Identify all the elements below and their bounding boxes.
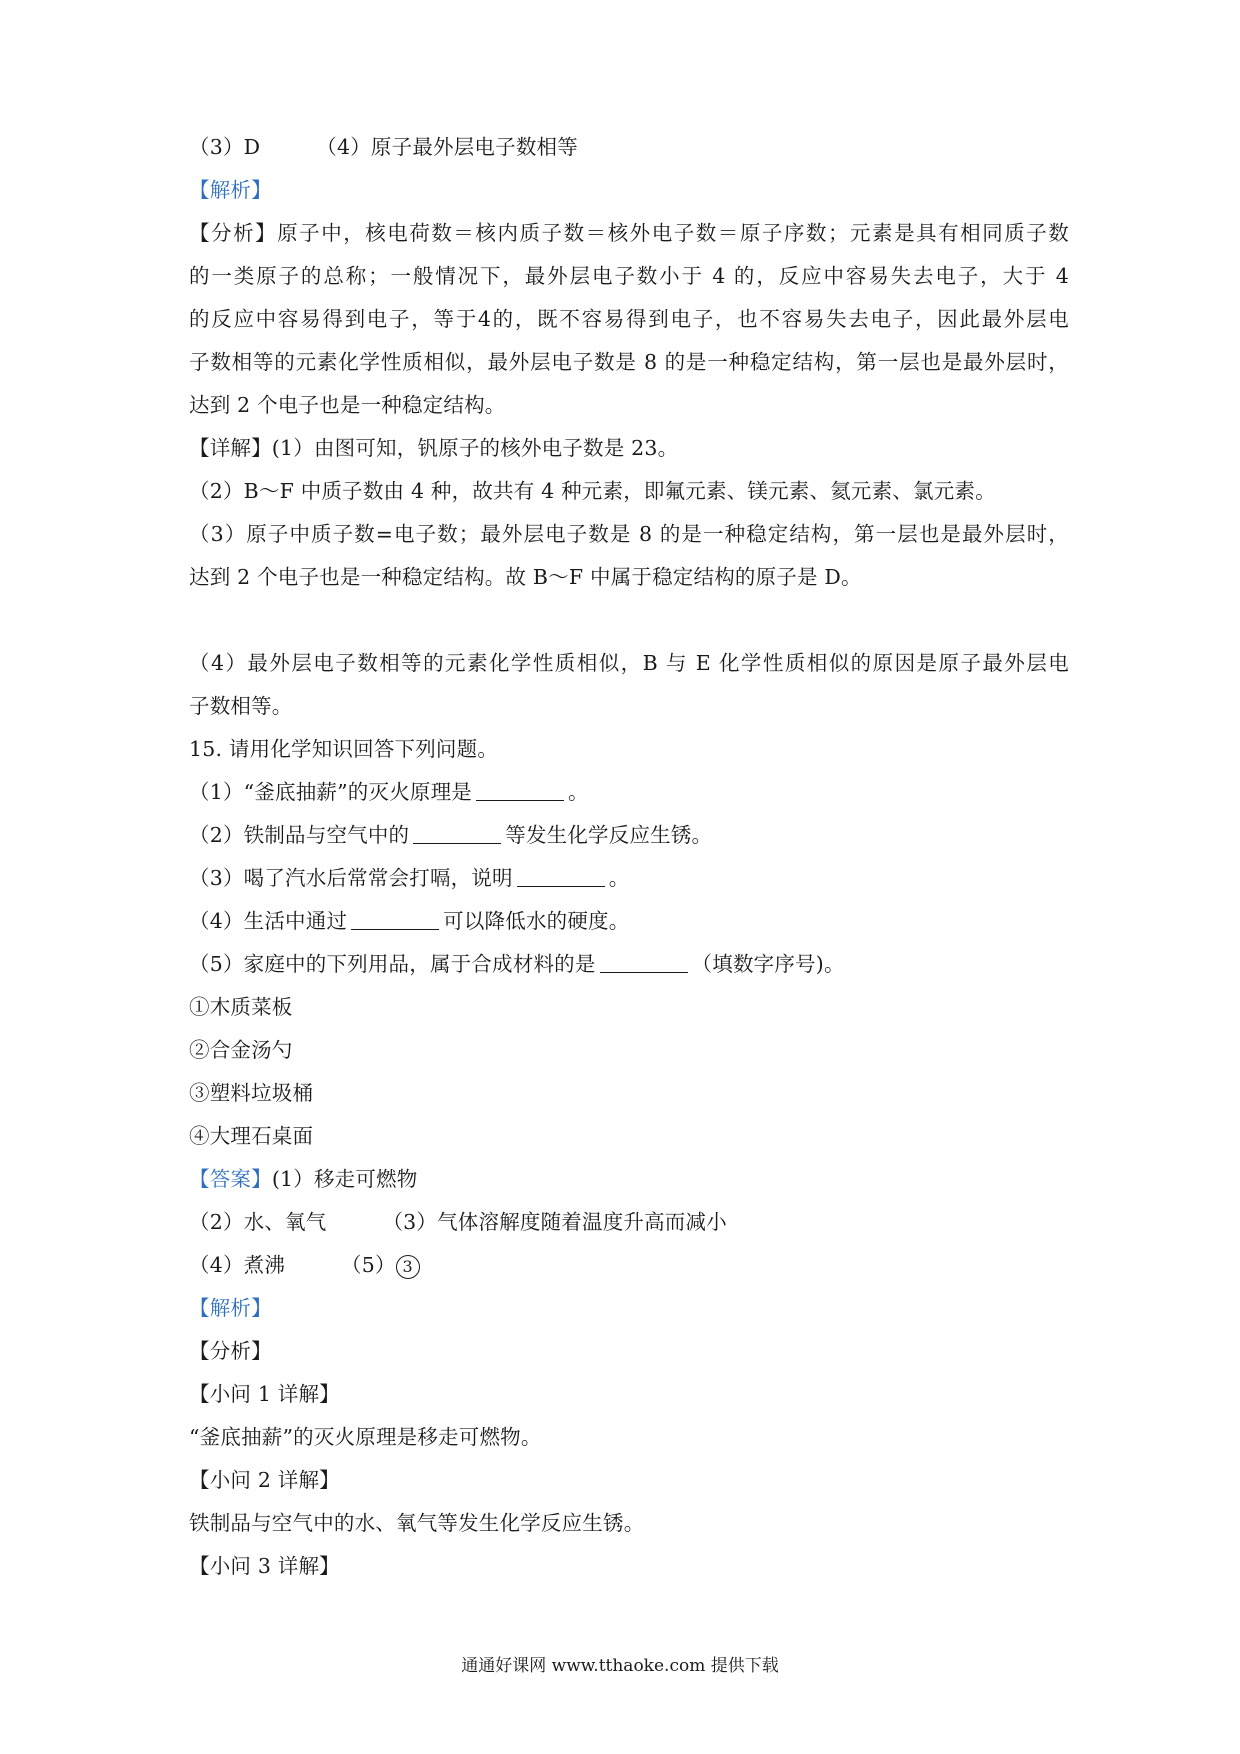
answer-line-2: （2）水、氧气 （3）气体溶解度随着温度升高而减小	[189, 1210, 727, 1234]
sub-question-1-heading: 【小问 1 详解】	[189, 1382, 340, 1406]
question-15-title: 15. 请用化学知识回答下列问题。	[189, 737, 499, 761]
answer-blank-2	[413, 823, 501, 844]
detail-4-line-1: （4）最外层电子数相等的元素化学性质相似，B 与 E 化学性质相似的原因是原子最外层电	[189, 651, 1069, 675]
detail-3-line-2: 达到 2 个电子也是一种稳定结构。故 B～F 中属于稳定结构的原子是 D。	[189, 565, 862, 589]
answer-4: （4）原子最外层电子数相等	[316, 135, 578, 159]
sub-question-2-detail: 铁制品与空气中的水、氧气等发生化学反应生锈。	[189, 1511, 645, 1535]
page-footer: 通通好课网 www.tthaoke.com 提供下载	[461, 1656, 779, 1676]
detail-4-line-2: 子数相等。	[189, 694, 293, 718]
answer-blank-5	[600, 952, 688, 973]
option-1: ①木质菜板	[189, 995, 293, 1019]
question-15-3: （3）喝了汽水后常常会打嗝，说明 。	[189, 866, 630, 890]
sub-question-3-heading: 【小问 3 详解】	[189, 1554, 340, 1578]
option-2: ②合金汤勺	[189, 1038, 293, 1062]
sub-question-2-heading: 【小问 2 详解】	[189, 1468, 340, 1492]
option-3: ③塑料垃圾桶	[189, 1081, 314, 1105]
option-4: ④大理石桌面	[189, 1124, 314, 1148]
answer-line-3: （4）煮沸 （5） 3	[189, 1251, 1069, 1279]
answer-blank-3	[517, 866, 605, 887]
analysis-line-1: 【分析】原子中，核电荷数＝核内质子数＝核外电子数＝原子序数；元素是具有相同质子数	[189, 221, 1069, 245]
answer-line-1: 【答案】(1）移走可燃物	[189, 1167, 418, 1191]
analysis-line-2: 的一类原子的总称；一般情况下，最外层电子数小于 4 的，反应中容易失去电子，大于 4	[189, 264, 1069, 288]
question-15-4: （4）生活中通过 可以降低水的硬度。	[189, 909, 630, 933]
answer-blank-1	[476, 780, 564, 801]
detail-3-line-1: （3）原子中质子数=电子数；最外层电子数是 8 的是一种稳定结构，第一层也是最外层时，	[189, 522, 1069, 546]
detail-2: （2）B～F 中质子数由 4 种，故共有 4 种元素，即氟元素、镁元素、氦元素、氯元素。	[189, 479, 996, 503]
answer-label: 【答案】	[189, 1167, 272, 1191]
detail-1: 【详解】(1）由图可知，钒原子的核外电子数是 23。	[189, 436, 679, 460]
analysis-line-4: 子数相等的元素化学性质相似，最外层电子数是 8 的是一种稳定结构，第一层也是最外层时，	[189, 350, 1069, 374]
fenxi-label: 【分析】	[189, 1339, 272, 1363]
analysis-line-3: 的反应中容易得到电子，等于4的，既不容易得到电子，也不容易失去电子，因此最外层电	[189, 307, 1069, 331]
analysis-line-5: 达到 2 个电子也是一种稳定结构。	[189, 393, 506, 417]
analysis-label: 【解析】	[189, 178, 272, 202]
answer-line-3-4	[189, 133, 1069, 161]
sub-question-1-detail: “釜底抽薪”的灭火原理是移走可燃物。	[189, 1425, 542, 1449]
question-15-5: （5）家庭中的下列用品，属于合成材料的是 （填数字序号)。	[189, 952, 845, 976]
answer-3: （3）D	[189, 135, 261, 159]
analysis-label-2: 【解析】	[189, 1296, 272, 1320]
question-15-2: （2）铁制品与空气中的 等发生化学反应生锈。	[189, 823, 713, 847]
answer-blank-4	[351, 909, 439, 930]
circled-three: 3	[396, 1255, 420, 1279]
question-15-1: （1）“釜底抽薪”的灭火原理是 。	[189, 780, 589, 804]
